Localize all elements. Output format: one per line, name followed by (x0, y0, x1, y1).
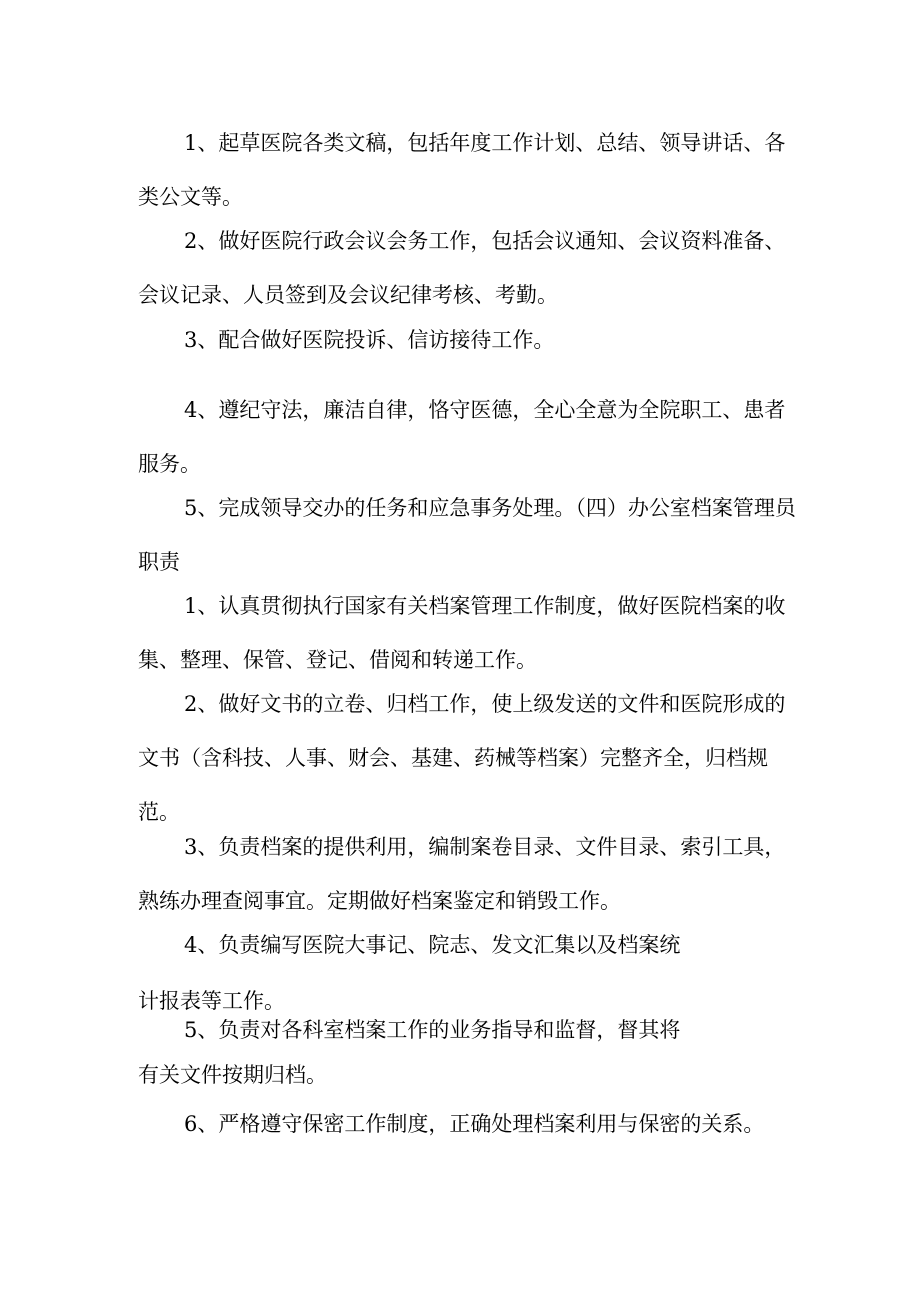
paragraph-10-continuation: 有关文件按期归档。 (138, 1063, 327, 1087)
paragraph-4: 4、遵纪守法，廉洁自律，恪守医德，全心全意为全院职工、患者服务。 (138, 398, 786, 476)
paragraph-9: 4、负责编写医院大事记、院志、发文汇集以及档案统 (184, 933, 681, 957)
paragraph-1: 1、起草医院各类文稿，包括年度工作计划、总结、领导讲话、各类公文等。 (138, 131, 786, 209)
paragraph-3: 3、配合做好医院投诉、信访接待工作。 (184, 328, 555, 352)
paragraph-5: 5、完成领导交办的任务和应急事务处理。（四）办公室档案管理员职责 (138, 496, 796, 574)
paragraph-7: 2、做好文书的立卷、归档工作，使上级发送的文件和医院形成的文书（含科技、人事、财会、基建、药械等档案）完整齐全，归档规范。 (138, 692, 786, 824)
paragraph-6: 1、认真贯彻执行国家有关档案管理工作制度，做好医院档案的收集、整理、保管、登记、借阅和转递工作。 (138, 594, 786, 672)
paragraph-8: 3、负责档案的提供利用，编制案卷目录、文件目录、索引工具，熟练办理查阅事宜。定期做好档案鉴定和销毁工作。 (138, 835, 786, 913)
paragraph-9-continuation: 计报表等工作。 (138, 989, 285, 1013)
paragraph-2: 2、做好医院行政会议会务工作，包括会议通知、会议资料准备、会议记录、人员签到及会议纪律考核、考勤。 (138, 229, 786, 307)
paragraph-11: 6、严格遵守保密工作制度，正确处理档案利用与保密的关系。 (184, 1112, 765, 1136)
paragraph-10: 5、负责对各科室档案工作的业务指导和监督，督其将 (184, 1018, 681, 1042)
